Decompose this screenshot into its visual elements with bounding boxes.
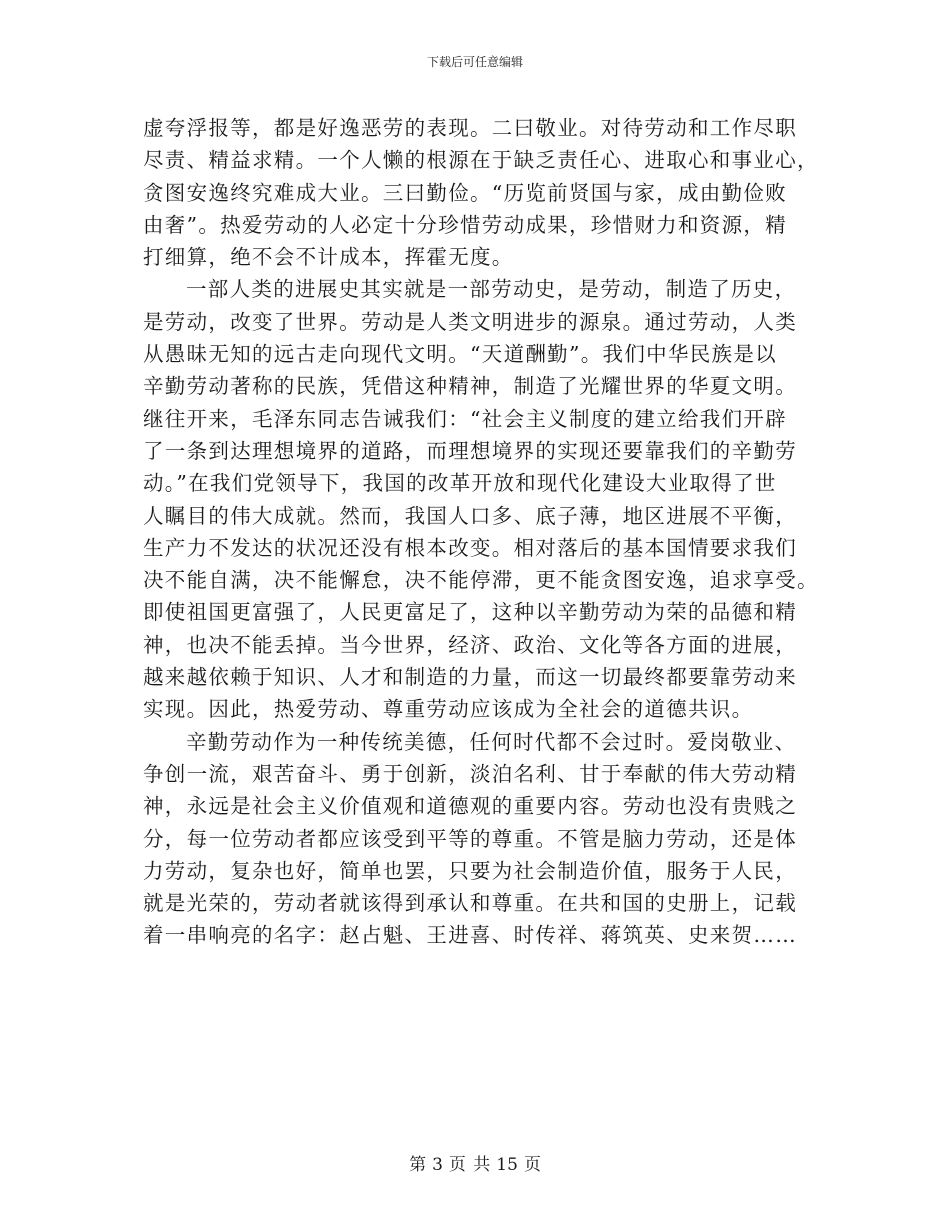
text-line: 生产力不发达的状况还没有根本改变。相对落后的基本国情要求我们	[143, 535, 797, 560]
text-line: 力劳动，复杂也好，简单也罢，只要为社会制造价值，服务于人民，	[143, 858, 797, 883]
text-line: 神，永远是社会主义价值观和道德观的重要内容。劳动也没有贵贱之	[143, 794, 797, 819]
text-line: 即使祖国更富强了，人民更富足了，这种以辛勤劳动为荣的品德和精	[143, 600, 797, 625]
paragraph-3	[143, 726, 807, 952]
document-body	[143, 112, 819, 952]
page-total: 15	[496, 1155, 518, 1175]
text-line: 打细算，绝不会不计成本，挥霍无度。	[143, 245, 514, 270]
text-line: 决不能自满，决不能懈怠，决不能停滞，更不能贪图安逸，追求享受。	[143, 568, 819, 593]
paragraph-1	[143, 112, 819, 273]
page-suffix: 页	[523, 1155, 541, 1175]
text-line: 争创一流，艰苦奋斗、勇于创新，淡泊名利、甘于奉献的伟大劳动精	[143, 761, 797, 786]
text-line: 尽责、精益求精。一个人懒的根源在于缺乏责任心、进取心和事业心，	[143, 148, 819, 173]
text-line: 从愚昧无知的远古走向现代文明。“天道酬勤”。我们中华民族是以	[143, 342, 777, 367]
text-line: 由奢”。热爱劳动的人必定十分珍惜劳动成果，珍惜财力和资源，精	[143, 212, 787, 237]
text-line: 虚夸浮报等，都是好逸恶劳的表现。二曰敬业。对待劳动和工作尽职	[143, 116, 797, 140]
text-line: 人瞩目的伟大成就。然而，我国人口多、底子薄，地区进展不平衡，	[143, 503, 797, 528]
text-line: 就是光荣的，劳动者就该得到承认和尊重。在共和国的史册上，记载	[143, 891, 797, 916]
text-line: 了一条到达理想境界的道路，而理想境界的实现还要靠我们的辛勤劳	[143, 438, 797, 463]
text-line: 动。”在我们党领导下，我国的改革开放和现代化建设大业取得了世	[143, 471, 777, 496]
text-line: 辛勤劳动著称的民族，凭借这种精神，制造了光耀世界的华夏文明。	[143, 374, 797, 399]
text-line: 神，也决不能丢掉。当今世界，经济、政治、文化等各方面的进展，	[143, 632, 797, 657]
text-line: 分，每一位劳动者都应该受到平等的尊重。不管是脑力劳动，还是体	[143, 826, 797, 851]
page-prefix: 第	[409, 1155, 427, 1175]
text-line: 越来越依赖于知识、人才和制造的力量，而这一切最终都要靠劳动来	[143, 665, 797, 690]
text-line: 辛勤劳动作为一种传统美德，任何时代都不会过时。爱岗敬业、	[186, 729, 797, 754]
page-number: 3	[432, 1155, 443, 1175]
text-line: 是劳动，改变了世界。劳动是人类文明进步的源泉。通过劳动，人类	[143, 309, 797, 334]
paragraph-2	[143, 273, 819, 725]
text-line: 继往开来，毛泽东同志告诫我们：“社会主义制度的建立给我们开辟	[143, 406, 787, 431]
page-mid: 页 共	[448, 1155, 491, 1175]
text-line: 着一串响亮的名字：赵占魁、王进喜、时传祥、蒋筑英、史来贺……	[143, 923, 797, 948]
page-header	[0, 54, 950, 70]
text-line: 贪图安逸终究难成大业。三曰勤俭。“历览前贤国与家，成由勤俭败	[143, 180, 787, 205]
text-line: 实现。因此，热爱劳动、尊重劳动应该成为全社会的道德共识。	[143, 697, 754, 722]
page-footer	[0, 1154, 950, 1176]
header-note: 下载后可任意编辑	[426, 55, 523, 69]
text-line: 一部人类的进展史其实就是一部劳动史，是劳动，制造了历史，	[186, 277, 797, 302]
